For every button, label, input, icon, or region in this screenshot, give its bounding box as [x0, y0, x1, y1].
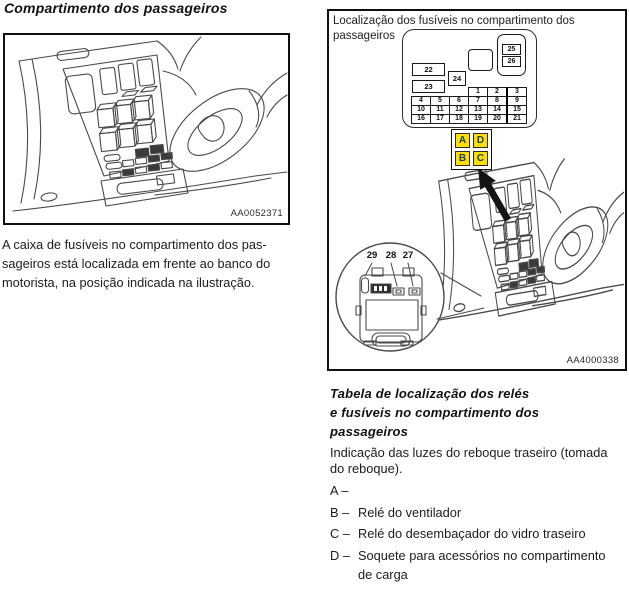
relay-slot-a: A	[455, 133, 470, 148]
fuse-cell-19: 19	[469, 115, 488, 124]
fuse-cell-18: 18	[450, 115, 469, 124]
left-section-heading: Compartimento dos passageiros	[4, 0, 228, 16]
fuse-cell-21: 21	[507, 115, 527, 124]
fuse-cell-12: 12	[450, 106, 469, 115]
left-paragraph: A caixa de fusíveis no compartimento dos pas- sageiros está localizada em frente ao banco do motorista, na posição indicada na ilustração.	[2, 237, 271, 290]
legend-item-a: A –	[330, 483, 349, 498]
fuse-cell-6: 6	[450, 97, 469, 106]
relay-slot-d: D	[473, 133, 488, 148]
fuse-cell-1: 1	[469, 88, 488, 97]
relay-slot-b: B	[455, 151, 470, 166]
right-paragraph: Indicação das luzes do reboque traseiro (tomada do reboque).	[330, 445, 608, 476]
fuse-cell-8: 8	[488, 97, 508, 106]
inset-number-27: 27	[402, 250, 414, 261]
right-figure-code: AA4000338	[566, 355, 619, 366]
table-heading: Tabela de localização dos relés e fusíveis no compartimento dos passageiros	[330, 386, 540, 439]
fuse-cell-9: 9	[507, 97, 527, 106]
fuse-box-25: 25	[502, 44, 521, 55]
left-figure	[3, 33, 290, 225]
fuse-panel-diagram	[402, 29, 537, 128]
fuse-box-26: 26	[502, 56, 521, 67]
fuse-cell-blank	[412, 88, 431, 97]
blank-relay-socket	[468, 49, 493, 71]
fuse-box-24: 24	[448, 71, 466, 86]
fuse-cell-20: 20	[488, 115, 508, 124]
fuse-cell-13: 13	[469, 106, 488, 115]
fuse-cell-17: 17	[431, 115, 450, 124]
legend-item-d: D – Soquete para acessórios no compartimento de carga	[330, 547, 606, 582]
up-arrow-icon	[478, 168, 511, 222]
relay-legend	[330, 481, 626, 586]
fuse-cell-blank	[450, 88, 469, 97]
relay-highlight-box	[451, 129, 492, 170]
left-figure-code: AA0052371	[230, 208, 283, 219]
fuse-cell-15: 15	[507, 106, 527, 115]
fuse-cell-blank	[431, 88, 450, 97]
relay-slot-c: C	[473, 151, 488, 166]
fuse-cell-2: 2	[488, 88, 508, 97]
inset-number-28: 28	[385, 250, 397, 261]
figure-title: Localização dos fusíveis no compartimento dos passageiros	[333, 15, 575, 42]
fuse-cell-3: 3	[507, 88, 527, 97]
right-figure	[327, 9, 627, 371]
fuse-cell-7: 7	[469, 97, 488, 106]
dashboard-line-art	[13, 37, 287, 211]
legend-item-c: C – Relé do desembaçador do vidro traseiro	[330, 526, 586, 541]
fuse-cell-10: 10	[412, 106, 431, 115]
fuse-grid	[411, 87, 527, 124]
inset-number-29: 29	[366, 250, 378, 261]
dashboard-fusebox-illustration	[5, 35, 288, 223]
fuse-box-22: 22	[412, 63, 445, 76]
fuse-cell-11: 11	[431, 106, 450, 115]
fuse-cell-14: 14	[488, 106, 508, 115]
fuse-box-23: 23	[412, 80, 445, 93]
fuse-cell-5: 5	[431, 97, 450, 106]
fuse-cell-16: 16	[412, 115, 431, 124]
legend-item-b: B – Relé do ventilador	[330, 504, 462, 520]
fuse-box-25-26-group	[497, 34, 526, 76]
fuse-cell-4: 4	[412, 97, 431, 106]
